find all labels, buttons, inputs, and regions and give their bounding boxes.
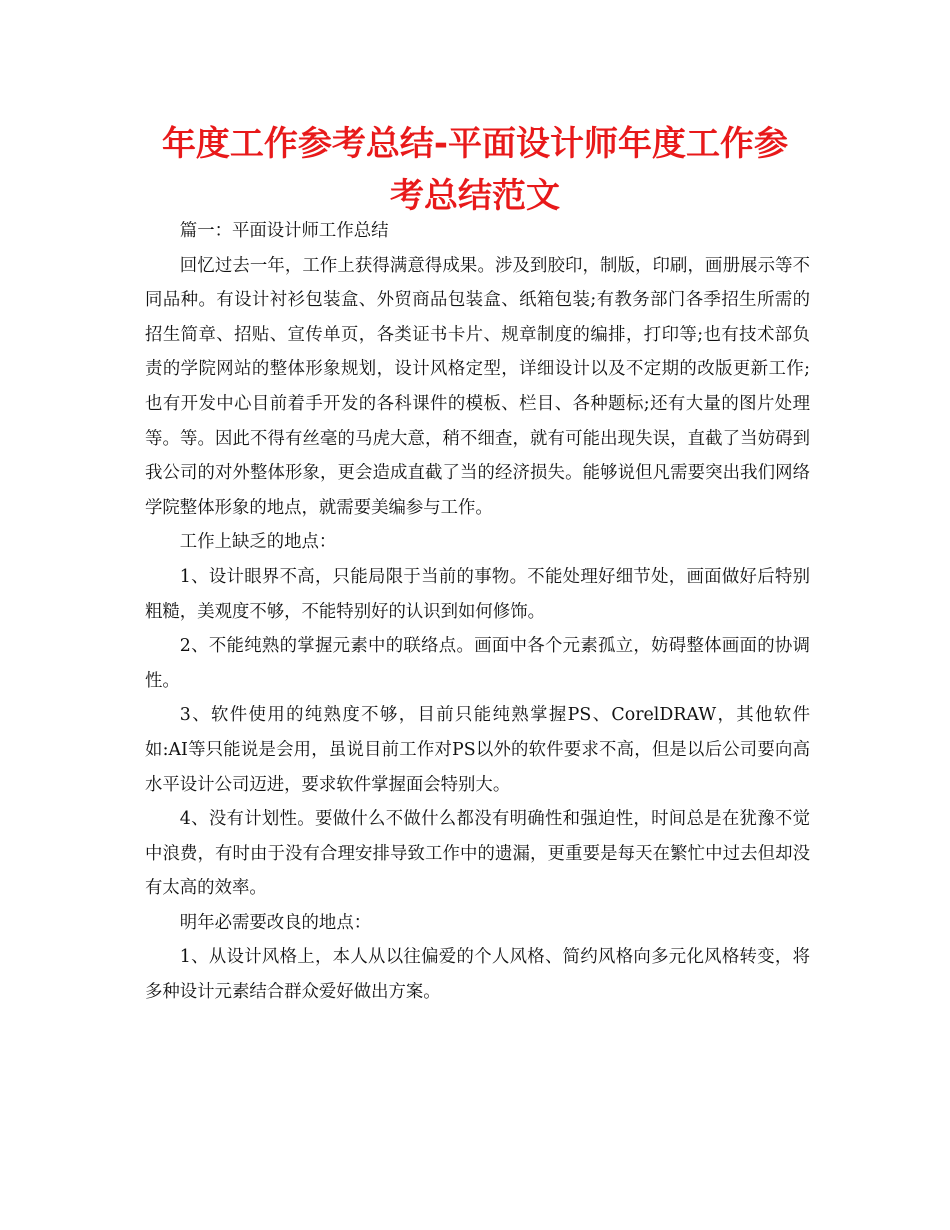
section-heading: 工作上缺乏的地点： [179,532,337,553]
list-item: 4、没有计划性。要做什么不做什么都没有明确性和强迫性，时间总是在犹豫不觉中浪费，有时由于没有合理安排导致工作中的遗漏，更重要是每天在繁忙中过去但却没有太高的效率。 [145,809,810,899]
list-item: 3、软件使用的纯熟度不够，目前只能纯熟掌握PS、CorelDRAW，其他软件如:AI等只能说是会用，虽说目前工作对PS以外的软件要求不高，但是以后公司要向高水平设计公司迈进，要求软件掌握面会特别大。 [145,705,810,795]
document-body [145,214,810,1010]
list-item: 1、设计眼界不高，只能局限于当前的事物。不能处理好细节处，画面做好后特别粗糙，美观度不够，不能特别好的认识到如何修饰。 [145,566,810,622]
body-paragraph: 回忆过去一年，工作上获得满意得成果。涉及到胶印，制版，印刷，画册展示等不同品种。有设计衬衫包装盒、外贸商品包装盒、纸箱包装;有教务部门各季招生所需的招生简章、招贴、宣传单页，各类证书卡片、规章制度的编排，打印等;也有技术部负责的学院网站的整体形象规划，设计风格定型，详细设计以及不定期的改版更新工作;也有开发中心目前着手开发的各科课件的模板、栏目、各种题标;还有大量的图片处理等。等。因此不得有丝毫的马虎大意，稍不细查，就有可能出现失误，直截了当妨碍到我公司的对外整体形象，更会造成直截了当的经济损失。能够说但凡需要突出我们网络学院整体形象的地点，就需要美编参与工作。 [145,255,810,518]
list-item: 2、不能纯熟的掌握元素中的联络点。画面中各个元素孤立，妨碍整体画面的协调性。 [145,636,810,691]
section-heading: 明年必需要改良的地点： [179,912,372,933]
list-item: 1、从设计风格上，本人从以往偏爱的个人风格、简约风格向多元化风格转变，将多种设计元素结合群众爱好做出方案。 [145,947,810,1003]
section-heading: 篇一：平面设计师工作总结 [179,221,389,241]
document-title: 年度工作参考总结-平面设计师年度工作参考总结范文 [161,124,789,216]
